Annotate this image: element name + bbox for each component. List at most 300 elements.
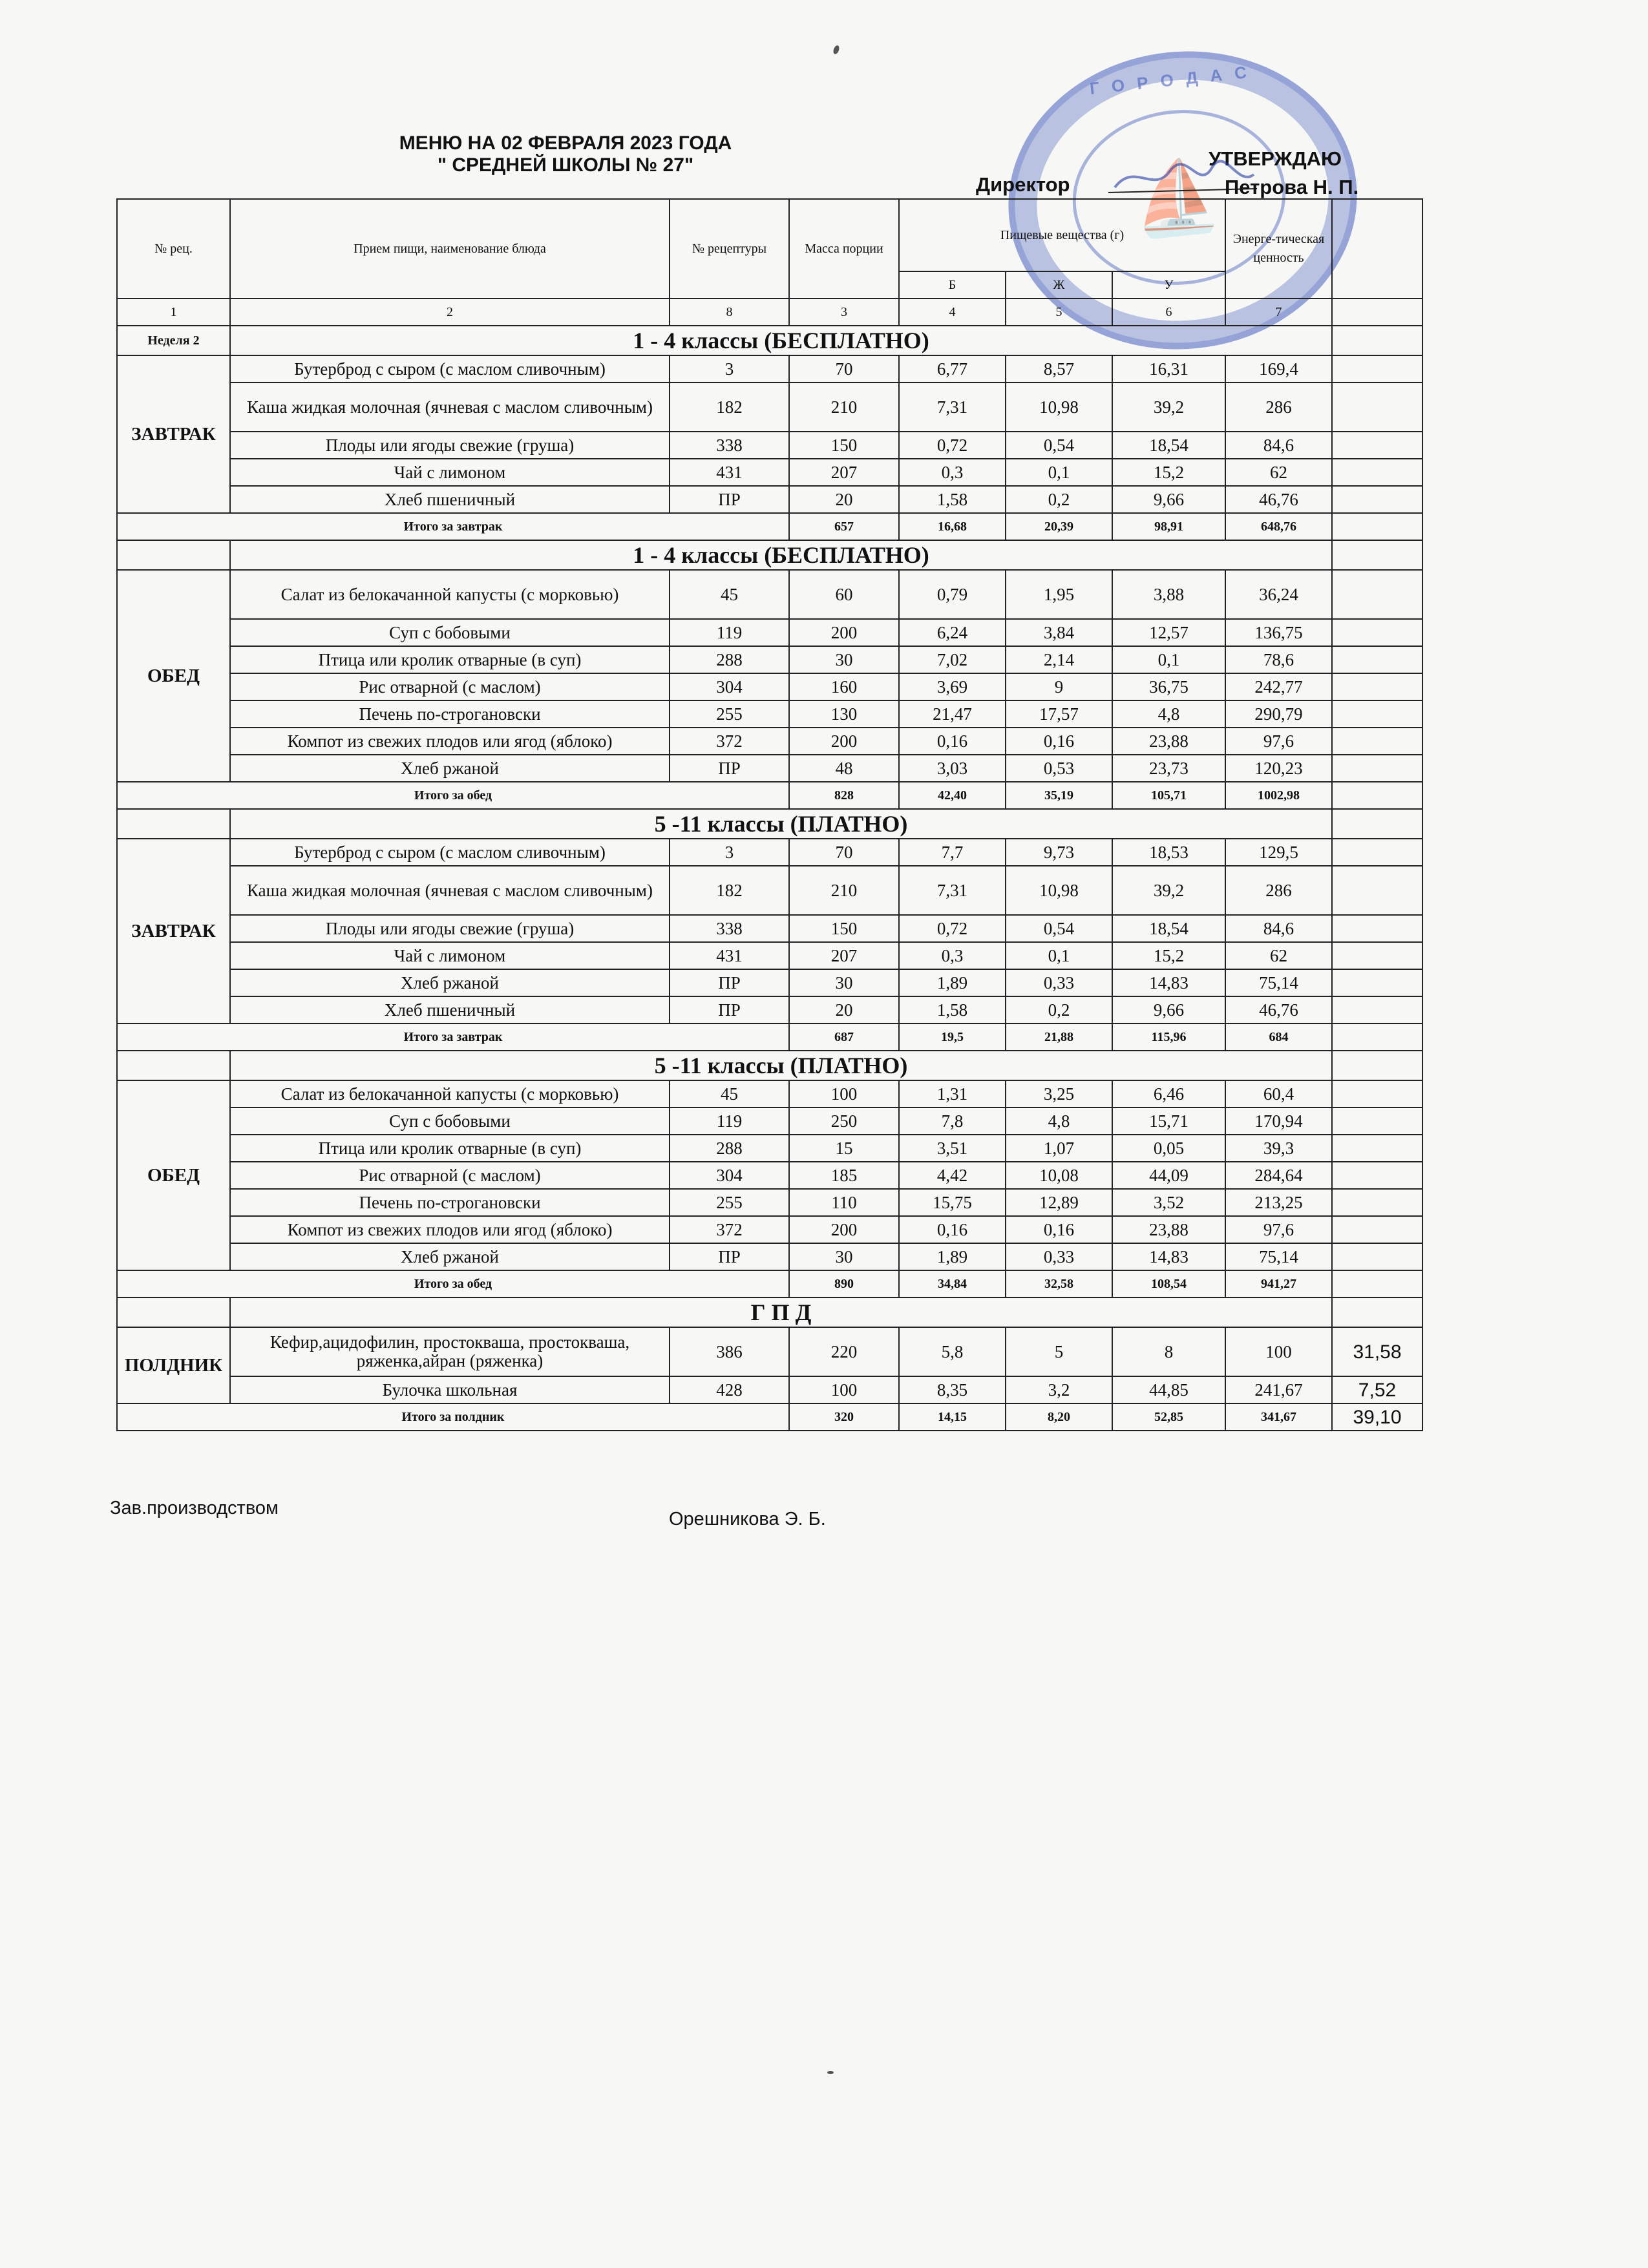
- table-row: [117, 619, 1422, 646]
- portion-mass: 220: [789, 1327, 899, 1376]
- recipe-number: 428: [670, 1376, 789, 1403]
- extra-empty: [1332, 915, 1422, 942]
- carbs-value: 8: [1112, 1327, 1225, 1376]
- extra-empty: [1332, 1189, 1422, 1216]
- total-fat: 32,58: [1006, 1270, 1112, 1297]
- header-mass: Масса порции: [789, 199, 899, 299]
- carbs-value: 14,83: [1112, 969, 1225, 996]
- fat-value: 0,2: [1006, 486, 1112, 513]
- recipe-number: 386: [670, 1327, 789, 1376]
- protein-value: 0,72: [899, 915, 1006, 942]
- section-row: [117, 809, 1422, 839]
- stamp-emblem-icon: ⛵: [1128, 154, 1225, 242]
- total-fat: 8,20: [1006, 1403, 1112, 1431]
- protein-value: 1,89: [899, 969, 1006, 996]
- section-left-empty: [117, 540, 230, 570]
- carbs-value: 39,2: [1112, 383, 1225, 432]
- portion-mass: 100: [789, 1376, 899, 1403]
- carbs-value: 3,88: [1112, 570, 1225, 619]
- header-recipe-number: № рец.: [117, 199, 230, 299]
- protein-value: 1,58: [899, 486, 1006, 513]
- recipe-number: ПР: [670, 969, 789, 996]
- section-title: 1 - 4 классы (БЕСПЛАТНО): [230, 540, 1332, 570]
- protein-value: 15,75: [899, 1189, 1006, 1216]
- energy-value: 36,24: [1225, 570, 1332, 619]
- menu-title: [362, 132, 769, 176]
- recipe-number: 45: [670, 570, 789, 619]
- portion-mass: 110: [789, 1189, 899, 1216]
- carbs-value: 18,53: [1112, 839, 1225, 866]
- extra-empty: [1332, 459, 1422, 486]
- section-row: [117, 326, 1422, 355]
- dish-name: Хлеб ржаной: [230, 1243, 670, 1270]
- total-label: Итого за обед: [117, 782, 789, 809]
- total-row: [117, 782, 1422, 809]
- meal-label: ЗАВТРАК: [117, 839, 230, 1024]
- section-left-empty: [117, 1297, 230, 1327]
- carbs-value: 44,85: [1112, 1376, 1225, 1403]
- section-right-empty: [1332, 326, 1422, 355]
- extra-empty: [1332, 969, 1422, 996]
- protein-value: 21,47: [899, 700, 1006, 728]
- energy-value: 84,6: [1225, 432, 1332, 459]
- carbs-value: 9,66: [1112, 486, 1225, 513]
- energy-value: 75,14: [1225, 1243, 1332, 1270]
- meal-label: ЗАВТРАК: [117, 355, 230, 513]
- meal-label: ОБЕД: [117, 570, 230, 782]
- fat-value: 0,33: [1006, 1243, 1112, 1270]
- director-name: Петрова Н. П.: [1225, 176, 1359, 198]
- energy-value: 284,64: [1225, 1162, 1332, 1189]
- fat-value: 0,1: [1006, 459, 1112, 486]
- portion-mass: 160: [789, 673, 899, 700]
- total-mass: 320: [789, 1403, 899, 1431]
- col-number: 4: [899, 299, 1006, 326]
- recipe-number: 431: [670, 942, 789, 969]
- dish-name: Рис отварной (с маслом): [230, 673, 670, 700]
- extra-empty: [1332, 646, 1422, 673]
- protein-value: 0,16: [899, 1216, 1006, 1243]
- protein-value: 1,31: [899, 1080, 1006, 1108]
- total-fat: 35,19: [1006, 782, 1112, 809]
- header-nutrients: Пищевые вещества (г): [899, 199, 1225, 271]
- header-protein: Б: [899, 271, 1006, 299]
- protein-value: 7,31: [899, 866, 1006, 915]
- dish-name: Птица или кролик отварные (в суп): [230, 1135, 670, 1162]
- carbs-value: 4,8: [1112, 700, 1225, 728]
- total-protein: 42,40: [899, 782, 1006, 809]
- portion-mass: 60: [789, 570, 899, 619]
- table-row: [117, 1108, 1422, 1135]
- fat-value: 0,1: [1006, 942, 1112, 969]
- dish-name: Суп с бобовыми: [230, 1108, 670, 1135]
- section-row: [117, 1051, 1422, 1080]
- energy-value: 213,25: [1225, 1189, 1332, 1216]
- section-right-empty: [1332, 540, 1422, 570]
- carbs-value: 0,1: [1112, 646, 1225, 673]
- energy-value: 129,5: [1225, 839, 1332, 866]
- table-row: [117, 570, 1422, 619]
- total-label: Итого за полдник: [117, 1403, 789, 1431]
- fat-value: 0,53: [1006, 755, 1112, 782]
- table-row: [117, 728, 1422, 755]
- col-number-empty: [1332, 299, 1422, 326]
- header-dish-name: Прием пищи, наименование блюда: [230, 199, 670, 299]
- recipe-number: 304: [670, 673, 789, 700]
- energy-value: 62: [1225, 942, 1332, 969]
- dish-name: Плоды или ягоды свежие (груша): [230, 432, 670, 459]
- dish-name: Компот из свежих плодов или ягод (яблоко): [230, 728, 670, 755]
- portion-mass: 20: [789, 486, 899, 513]
- header-recipe: № рецептуры: [670, 199, 789, 299]
- total-row: [117, 1270, 1422, 1297]
- col-number: 6: [1112, 299, 1225, 326]
- table-row: [117, 383, 1422, 432]
- portion-mass: 15: [789, 1135, 899, 1162]
- recipe-number: ПР: [670, 1243, 789, 1270]
- energy-value: 97,6: [1225, 1216, 1332, 1243]
- portion-mass: 150: [789, 432, 899, 459]
- protein-value: 7,8: [899, 1108, 1006, 1135]
- total-energy: 941,27: [1225, 1270, 1332, 1297]
- portion-mass: 207: [789, 459, 899, 486]
- col-number: 3: [789, 299, 899, 326]
- extra-empty: [1332, 619, 1422, 646]
- recipe-number: 431: [670, 459, 789, 486]
- extra-empty: [1332, 700, 1422, 728]
- total-mass: 890: [789, 1270, 899, 1297]
- energy-value: 84,6: [1225, 915, 1332, 942]
- recipe-number: 255: [670, 700, 789, 728]
- table-row: [117, 1376, 1422, 1403]
- recipe-number: ПР: [670, 996, 789, 1024]
- portion-mass: 100: [789, 1080, 899, 1108]
- extra-empty: [1332, 673, 1422, 700]
- energy-value: 290,79: [1225, 700, 1332, 728]
- dish-name: Компот из свежих плодов или ягод (яблоко): [230, 1216, 670, 1243]
- portion-mass: 200: [789, 619, 899, 646]
- menu-table-body: [117, 199, 1422, 1431]
- recipe-number: 119: [670, 619, 789, 646]
- recipe-number: 3: [670, 839, 789, 866]
- fat-value: 0,16: [1006, 728, 1112, 755]
- total-carbs: 52,85: [1112, 1403, 1225, 1431]
- portion-mass: 200: [789, 728, 899, 755]
- table-row: [117, 942, 1422, 969]
- extra-empty: [1332, 755, 1422, 782]
- extra-empty: [1332, 1216, 1422, 1243]
- section-row: [117, 1297, 1422, 1327]
- total-mass: 828: [789, 782, 899, 809]
- total-row: [117, 1403, 1422, 1431]
- extra-empty: [1332, 942, 1422, 969]
- table-row: [117, 866, 1422, 915]
- protein-value: 6,77: [899, 355, 1006, 383]
- energy-value: 286: [1225, 383, 1332, 432]
- fat-value: 0,54: [1006, 432, 1112, 459]
- header-carbs: У: [1112, 271, 1225, 299]
- extra-empty: [1332, 1135, 1422, 1162]
- carbs-value: 6,46: [1112, 1080, 1225, 1108]
- fat-value: 4,8: [1006, 1108, 1112, 1135]
- fat-value: 3,25: [1006, 1080, 1112, 1108]
- recipe-number: 372: [670, 728, 789, 755]
- recipe-number: 255: [670, 1189, 789, 1216]
- table-row: [117, 996, 1422, 1024]
- recipe-number: 288: [670, 646, 789, 673]
- extra-empty: [1332, 383, 1422, 432]
- table-row: [117, 646, 1422, 673]
- dish-name: Кефир,ацидофилин, простокваша, простокваша, ряженка,айран (ряженка): [230, 1327, 670, 1376]
- portion-mass: 70: [789, 355, 899, 383]
- table-row: [117, 1189, 1422, 1216]
- carbs-value: 12,57: [1112, 619, 1225, 646]
- total-fat: 20,39: [1006, 513, 1112, 540]
- week-label: Неделя 2: [117, 326, 230, 355]
- total-energy: 684: [1225, 1024, 1332, 1051]
- carbs-value: 15,71: [1112, 1108, 1225, 1135]
- protein-value: 7,31: [899, 383, 1006, 432]
- table-row: [117, 1243, 1422, 1270]
- meal-label: ПОЛДНИК: [117, 1327, 230, 1403]
- portion-mass: 70: [789, 839, 899, 866]
- stamp-ring-text: Г О Р О Д А С: [1088, 62, 1252, 99]
- portion-mass: 130: [789, 700, 899, 728]
- dish-name: Салат из белокачанной капусты (с морковью): [230, 1080, 670, 1108]
- director-label: Директор: [976, 173, 1070, 196]
- energy-value: 46,76: [1225, 996, 1332, 1024]
- carbs-value: 23,88: [1112, 728, 1225, 755]
- portion-mass: 20: [789, 996, 899, 1024]
- fat-value: 10,98: [1006, 866, 1112, 915]
- extra-empty: [1332, 1243, 1422, 1270]
- total-mass: 657: [789, 513, 899, 540]
- carbs-value: 3,52: [1112, 1189, 1225, 1216]
- total-protein: 14,15: [899, 1403, 1006, 1431]
- header-energy: Энерге-тическая ценность: [1225, 199, 1332, 299]
- energy-value: 100: [1225, 1327, 1332, 1376]
- energy-value: 97,6: [1225, 728, 1332, 755]
- table-row: [117, 915, 1422, 942]
- table-row: [117, 755, 1422, 782]
- table-row: [117, 1327, 1422, 1376]
- carbs-value: 36,75: [1112, 673, 1225, 700]
- protein-value: 1,58: [899, 996, 1006, 1024]
- portion-mass: 48: [789, 755, 899, 782]
- fat-value: 3,2: [1006, 1376, 1112, 1403]
- fat-value: 9,73: [1006, 839, 1112, 866]
- section-title: 5 -11 классы (ПЛАТНО): [230, 809, 1332, 839]
- energy-value: 62: [1225, 459, 1332, 486]
- total-protein: 19,5: [899, 1024, 1006, 1051]
- total-label: Итого за обед: [117, 1270, 789, 1297]
- col-number: 7: [1225, 299, 1332, 326]
- table-row: [117, 1216, 1422, 1243]
- total-extra-empty: [1332, 1270, 1422, 1297]
- dish-name: Бутерброд с сыром (с маслом сливочным): [230, 839, 670, 866]
- header-fat: Ж: [1006, 271, 1112, 299]
- carbs-value: 14,83: [1112, 1243, 1225, 1270]
- carbs-value: 16,31: [1112, 355, 1225, 383]
- portion-mass: 250: [789, 1108, 899, 1135]
- protein-value: 3,69: [899, 673, 1006, 700]
- carbs-value: 39,2: [1112, 866, 1225, 915]
- section-right-empty: [1332, 1297, 1422, 1327]
- section-title: Г П Д: [230, 1297, 1332, 1327]
- fat-value: 5: [1006, 1327, 1112, 1376]
- protein-value: 0,3: [899, 459, 1006, 486]
- footer-role: Зав.производством: [110, 1498, 279, 1518]
- total-extra-empty: [1332, 782, 1422, 809]
- menu-title-line2: " СРЕДНЕЙ ШКОЛЫ № 27": [437, 154, 694, 176]
- fat-value: 0,54: [1006, 915, 1112, 942]
- recipe-number: 182: [670, 383, 789, 432]
- dish-name: Хлеб ржаной: [230, 755, 670, 782]
- dish-name: Рис отварной (с маслом): [230, 1162, 670, 1189]
- dish-name: Чай с лимоном: [230, 942, 670, 969]
- protein-value: 6,24: [899, 619, 1006, 646]
- total-extra-empty: [1332, 513, 1422, 540]
- recipe-number: 338: [670, 915, 789, 942]
- fat-value: 2,14: [1006, 646, 1112, 673]
- total-energy: 648,76: [1225, 513, 1332, 540]
- fat-value: 10,08: [1006, 1162, 1112, 1189]
- fat-value: 12,89: [1006, 1189, 1112, 1216]
- section-title: 1 - 4 классы (БЕСПЛАТНО): [230, 326, 1332, 355]
- extra-empty: [1332, 1108, 1422, 1135]
- fat-value: 1,95: [1006, 570, 1112, 619]
- extra-empty: [1332, 839, 1422, 866]
- carbs-value: 23,73: [1112, 755, 1225, 782]
- table-row: [117, 1080, 1422, 1108]
- fat-value: 0,2: [1006, 996, 1112, 1024]
- recipe-number: 45: [670, 1080, 789, 1108]
- recipe-number: 182: [670, 866, 789, 915]
- menu-title-line1: МЕНЮ НА 02 ФЕВРАЛЯ 2023 ГОДА: [399, 132, 732, 154]
- carbs-value: 18,54: [1112, 432, 1225, 459]
- total-mass: 687: [789, 1024, 899, 1051]
- total-carbs: 105,71: [1112, 782, 1225, 809]
- recipe-number: ПР: [670, 755, 789, 782]
- recipe-number: 119: [670, 1108, 789, 1135]
- extra-empty: [1332, 1162, 1422, 1189]
- total-extra: 39,10: [1332, 1403, 1422, 1431]
- total-fat: 21,88: [1006, 1024, 1112, 1051]
- portion-mass: 30: [789, 1243, 899, 1270]
- portion-mass: 30: [789, 646, 899, 673]
- dish-name: Суп с бобовыми: [230, 619, 670, 646]
- fat-value: 10,98: [1006, 383, 1112, 432]
- dish-name: Птица или кролик отварные (в суп): [230, 646, 670, 673]
- energy-value: 60,4: [1225, 1080, 1332, 1108]
- header-extra: [1332, 199, 1422, 299]
- carbs-value: 9,66: [1112, 996, 1225, 1024]
- protein-value: 0,3: [899, 942, 1006, 969]
- energy-value: 46,76: [1225, 486, 1332, 513]
- protein-value: 0,79: [899, 570, 1006, 619]
- extra-empty: [1332, 432, 1422, 459]
- recipe-number: 304: [670, 1162, 789, 1189]
- extra-empty: [1332, 996, 1422, 1024]
- dish-name: Хлеб пшеничный: [230, 996, 670, 1024]
- carbs-value: 23,88: [1112, 1216, 1225, 1243]
- col-number: 1: [117, 299, 230, 326]
- protein-value: 4,42: [899, 1162, 1006, 1189]
- col-number: 5: [1006, 299, 1112, 326]
- carbs-value: 18,54: [1112, 915, 1225, 942]
- table-row: [117, 839, 1422, 866]
- table-header-row: [117, 199, 1422, 271]
- energy-value: 78,6: [1225, 646, 1332, 673]
- portion-mass: 210: [789, 383, 899, 432]
- table-row: [117, 673, 1422, 700]
- recipe-number: 372: [670, 1216, 789, 1243]
- table-row: [117, 700, 1422, 728]
- dish-name: Хлеб пшеничный: [230, 486, 670, 513]
- portion-mass: 207: [789, 942, 899, 969]
- total-label: Итого за завтрак: [117, 1024, 789, 1051]
- extra-empty: [1332, 1080, 1422, 1108]
- scan-speck: [832, 45, 840, 55]
- extra-empty: [1332, 570, 1422, 619]
- col-number: 8: [670, 299, 789, 326]
- dish-name: Печень по-строгановски: [230, 700, 670, 728]
- footer-name: Орешникова Э. Б.: [669, 1509, 826, 1529]
- scan-speck: [827, 2071, 834, 2074]
- total-row: [117, 1024, 1422, 1051]
- total-energy: 1002,98: [1225, 782, 1332, 809]
- protein-value: 5,8: [899, 1327, 1006, 1376]
- section-title: 5 -11 классы (ПЛАТНО): [230, 1051, 1332, 1080]
- dish-name: Печень по-строгановски: [230, 1189, 670, 1216]
- fat-value: 9: [1006, 673, 1112, 700]
- protein-value: 7,7: [899, 839, 1006, 866]
- extra-empty: [1332, 728, 1422, 755]
- dish-name: Плоды или ягоды свежие (груша): [230, 915, 670, 942]
- menu-table: [116, 198, 1423, 1431]
- portion-mass: 185: [789, 1162, 899, 1189]
- dish-name: Чай с лимоном: [230, 459, 670, 486]
- extra-value: 31,58: [1332, 1327, 1422, 1376]
- fat-value: 17,57: [1006, 700, 1112, 728]
- energy-value: 120,23: [1225, 755, 1332, 782]
- carbs-value: 15,2: [1112, 942, 1225, 969]
- table-row: [117, 969, 1422, 996]
- energy-value: 170,94: [1225, 1108, 1332, 1135]
- extra-empty: [1332, 486, 1422, 513]
- table-row: [117, 432, 1422, 459]
- column-numbers-row: [117, 299, 1422, 326]
- carbs-value: 44,09: [1112, 1162, 1225, 1189]
- portion-mass: 200: [789, 1216, 899, 1243]
- protein-value: 0,16: [899, 728, 1006, 755]
- dish-name: Салат из белокачанной капусты (с морковью): [230, 570, 670, 619]
- table-row: [117, 486, 1422, 513]
- protein-value: 3,51: [899, 1135, 1006, 1162]
- protein-value: 8,35: [899, 1376, 1006, 1403]
- carbs-value: 0,05: [1112, 1135, 1225, 1162]
- col-number: 2: [230, 299, 670, 326]
- protein-value: 3,03: [899, 755, 1006, 782]
- total-carbs: 115,96: [1112, 1024, 1225, 1051]
- table-row: [117, 459, 1422, 486]
- table-row: [117, 1162, 1422, 1189]
- section-right-empty: [1332, 1051, 1422, 1080]
- carbs-value: 15,2: [1112, 459, 1225, 486]
- fat-value: 0,16: [1006, 1216, 1112, 1243]
- extra-value: 7,52: [1332, 1376, 1422, 1403]
- total-protein: 16,68: [899, 513, 1006, 540]
